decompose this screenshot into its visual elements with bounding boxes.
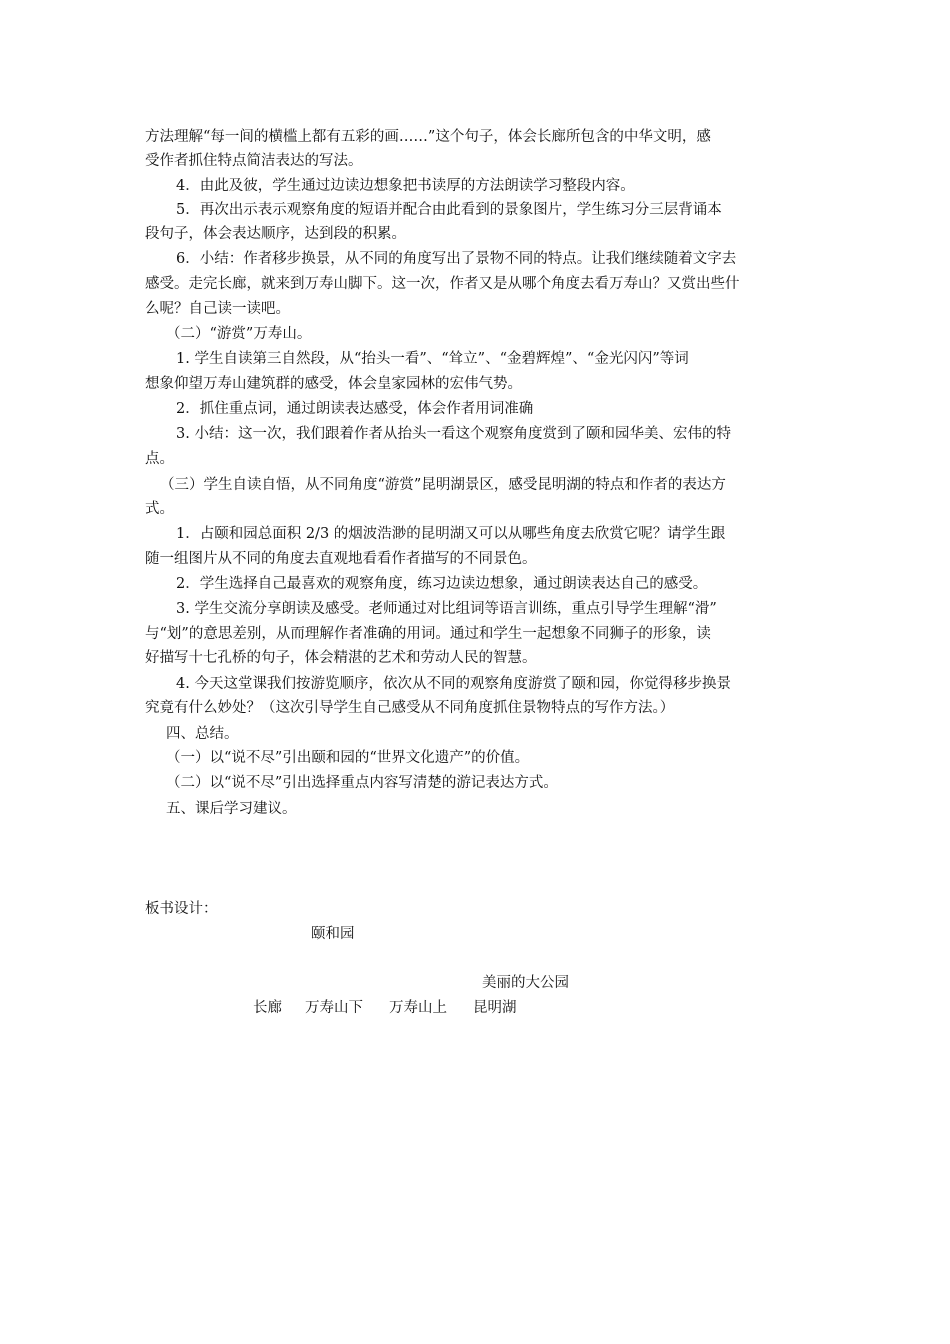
paragraph-line: 受作者抓住特点简洁表达的写法。 [145, 153, 363, 169]
paragraph-line: 6．小结：作者移步换景，从不同的角度写出了景物不同的特点。让我们继续随着文字去 [176, 251, 737, 267]
section-heading: 四、总结。 [166, 726, 239, 742]
section-heading: （三）学生自读自悟，从不同角度“游赏”昆明湖景区，感受昆明湖的特点和作者的表达方 [160, 477, 726, 493]
board-item: 昆明湖 [473, 1000, 517, 1016]
paragraph-line: （二）以“说不尽”引出选择重点内容写清楚的游记表达方式。 [166, 775, 558, 791]
board-subtitle: 美丽的大公园 [482, 975, 569, 991]
board-item: 万寿山下 [305, 1000, 363, 1016]
paragraph-line: 与“划”的意思差别，从而理解作者准确的用词。通过和学生一起想象不同狮子的形象，读 [145, 626, 711, 642]
paragraph-line: 究竟有什么妙处？（这次引导学生自己感受从不同角度抓住景物特点的写作方法。） [145, 700, 675, 716]
paragraph-line: 1．占颐和园总面积 2/3 的烟波浩渺的昆明湖又可以从哪些角度去欣赏它呢？请学生跟 [176, 526, 726, 542]
paragraph-line: 感受。走完长廊，就来到万寿山脚下。这一次，作者又是从哪个角度去看万寿山？又赏出些什 [145, 276, 740, 292]
paragraph-line: 4. 今天这堂课我们按游览顺序，依次从不同的观察角度游赏了颐和园，你觉得移步换景 [176, 676, 731, 692]
board-item: 万寿山上 [389, 1000, 447, 1016]
section-heading: 五、课后学习建议。 [166, 801, 297, 817]
board-title: 颐和园 [311, 926, 355, 942]
board-item: 长廊 [253, 1000, 282, 1016]
paragraph-line: 想象仰望万寿山建筑群的感受，体会皇家园林的宏伟气势。 [145, 376, 522, 392]
paragraph-line: 段句子，体会表达顺序，达到段的积累。 [145, 226, 406, 242]
paragraph-line: 3. 学生交流分享朗读及感受。老师通过对比组词等语言训练，重点引导学生理解“滑” [176, 601, 717, 617]
paragraph-line: 2．抓住重点词，通过朗读表达感受，体会作者用词准确 [176, 401, 534, 417]
paragraph-line: 5．再次出示表示观察角度的短语并配合由此看到的景象图片，学生练习分三层背诵本 [176, 202, 722, 218]
paragraph-line: 4．由此及彼，学生通过边读边想象把书读厚的方法朗读学习整段内容。 [176, 178, 635, 194]
section-heading: （二）“游赏”万寿山。 [166, 326, 312, 342]
paragraph-line: 1. 学生自读第三自然段，从“抬头一看”、“耸立”、“金碧辉煌”、“金光闪闪”等词 [176, 351, 689, 367]
paragraph-line: 方法理解“每一间的横槛上都有五彩的画……”这个句子，体会长廊所包含的中华文明，感 [145, 129, 711, 145]
paragraph-line: 2．学生选择自己最喜欢的观察角度，练习边读边想象，通过朗读表达自己的感受。 [176, 576, 708, 592]
paragraph-line: 3. 小结：这一次，我们跟着作者从抬头一看这个观察角度赏到了颐和园华美、宏伟的特 [176, 426, 731, 442]
paragraph-line: 点。 [145, 451, 174, 467]
paragraph-line: 式。 [145, 501, 174, 517]
board-design-heading: 板书设计： [145, 901, 218, 917]
paragraph-line: 么呢？自己读一读吧。 [145, 301, 290, 317]
paragraph-line: （一）以“说不尽”引出颐和园的“世界文化遗产”的价值。 [166, 750, 530, 766]
paragraph-line: 好描写十七孔桥的句子，体会精湛的艺术和劳动人民的智慧。 [145, 650, 537, 666]
paragraph-line: 随一组图片从不同的角度去直观地看看作者描写的不同景色。 [145, 551, 537, 567]
